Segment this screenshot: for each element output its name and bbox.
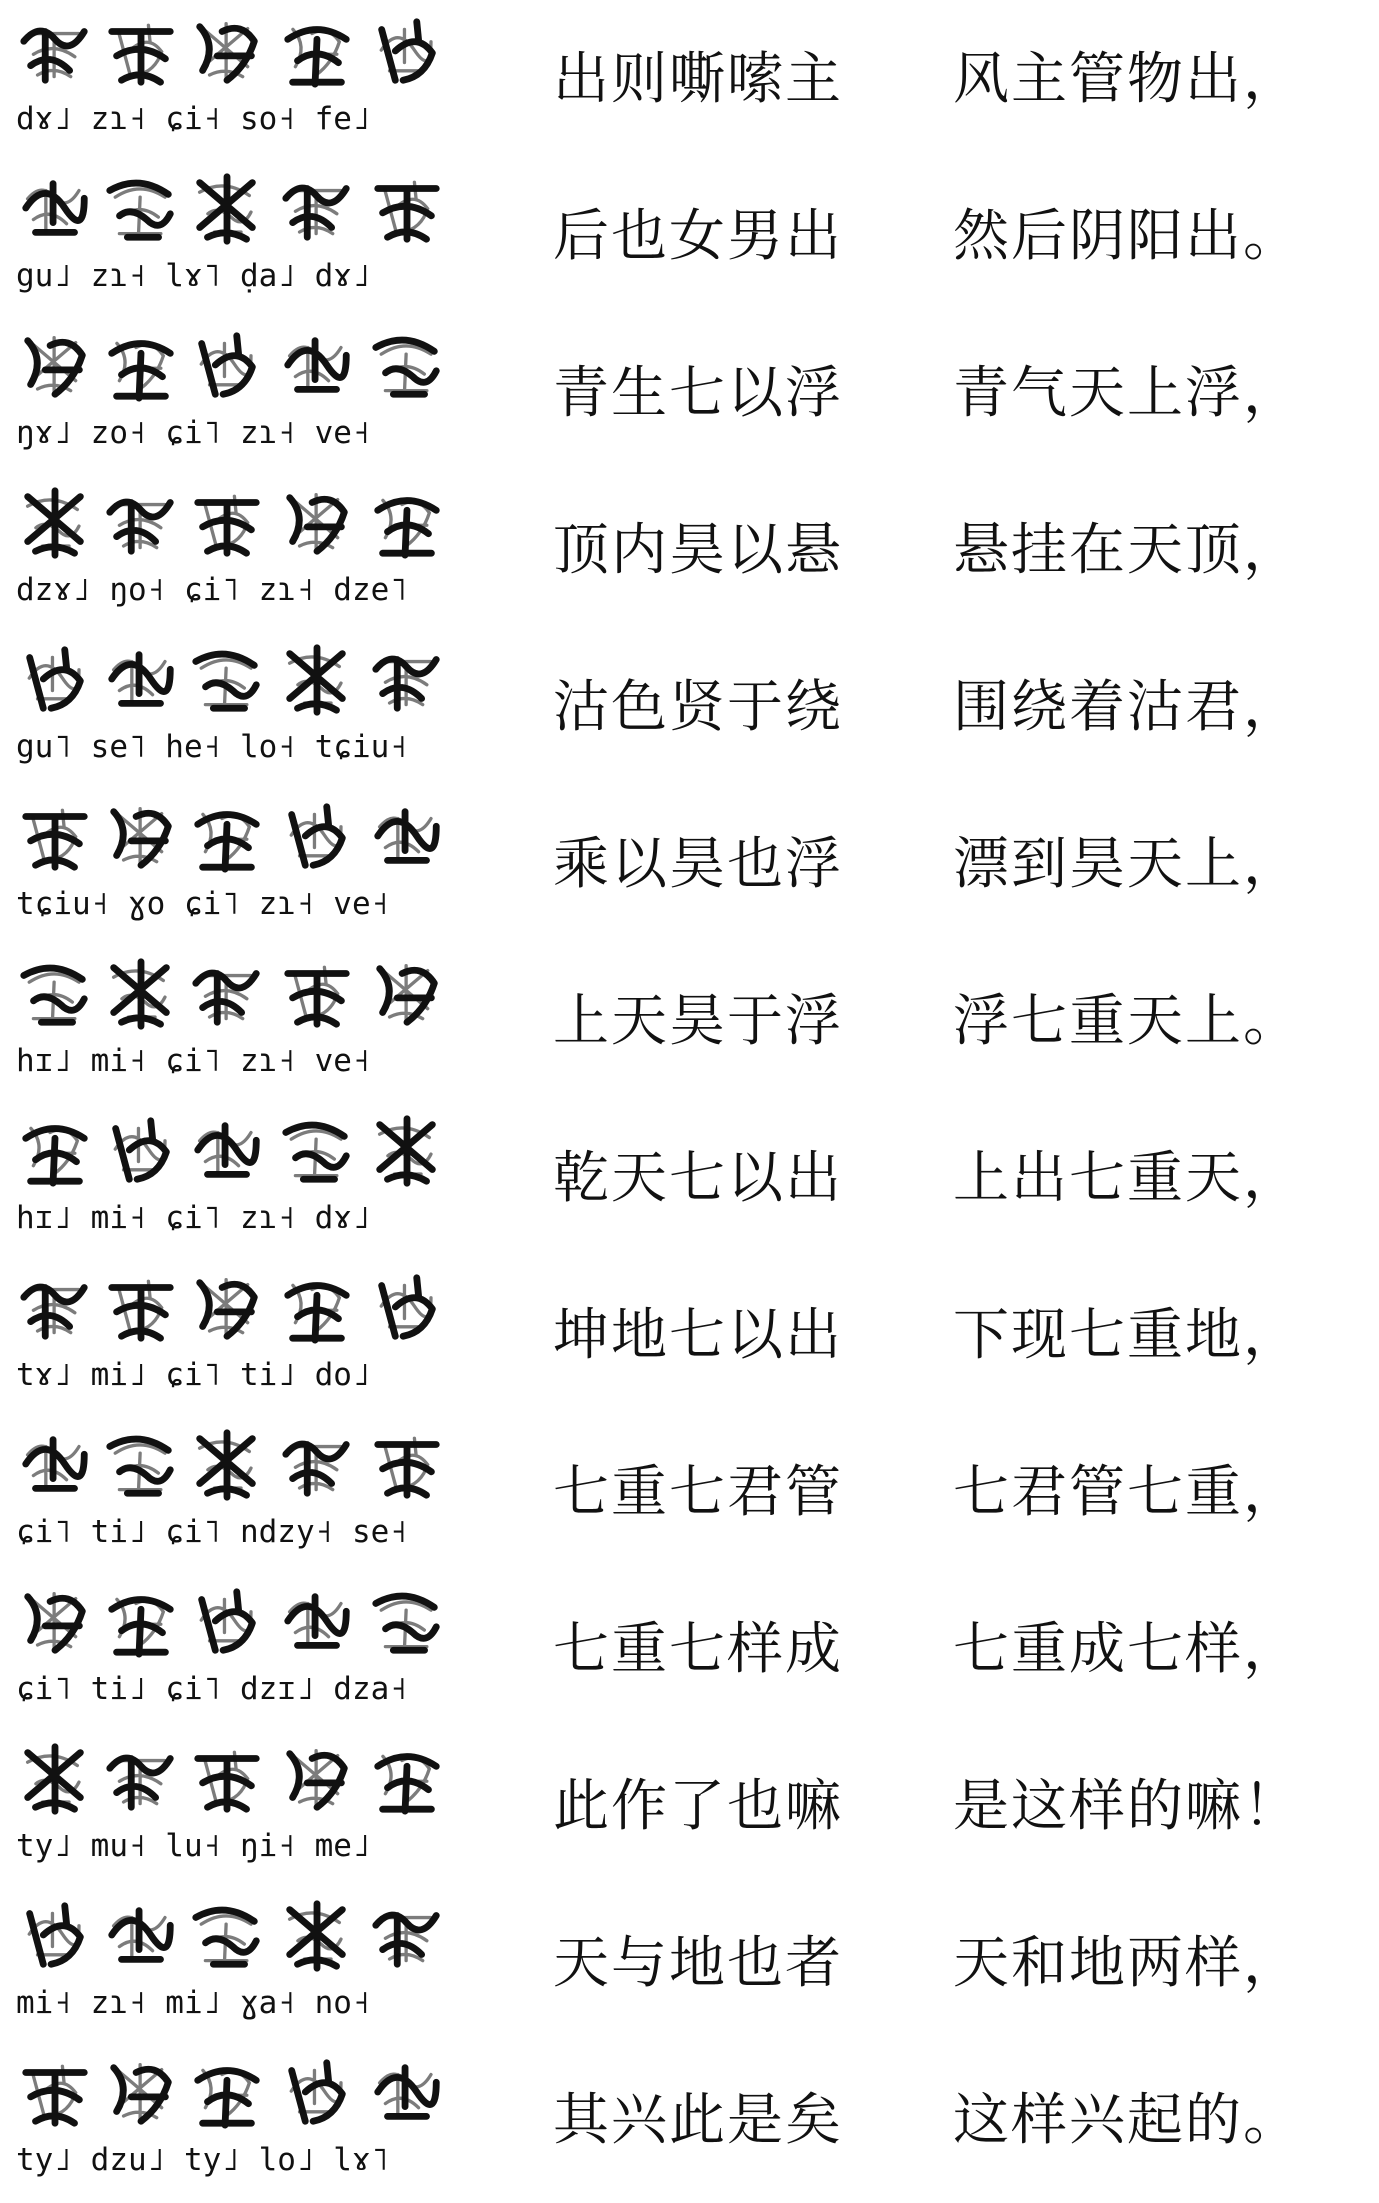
script-glyph-icon [188, 954, 266, 1032]
script-glyphs [16, 1892, 446, 1976]
text-row [0, 785, 1379, 942]
script-line [16, 1421, 446, 1561]
text-row [0, 1884, 1379, 2041]
script-glyph-icon [188, 1582, 266, 1660]
script-glyph-icon [16, 640, 94, 718]
script-glyph-icon [16, 12, 94, 90]
text-row [0, 1099, 1379, 1256]
free-translation: 青气天上浮， [953, 361, 1301, 426]
script-glyph-icon [102, 1582, 180, 1660]
script-glyph-icon [368, 1896, 446, 1974]
literal-gloss: 青生七以浮 [553, 361, 843, 426]
literal-gloss: 此作了也嘛 [553, 1774, 843, 1839]
script-glyph-icon [16, 797, 94, 875]
script-glyph-icon [16, 1582, 94, 1660]
literal-gloss: 天与地也者 [553, 1931, 843, 1996]
text-row [0, 1727, 1379, 1884]
script-line [16, 165, 446, 305]
phonetic-transcription: dɤ˩ zɿ˧ ɕi˧ so˧ fe˩ [16, 101, 371, 137]
script-glyph-icon [368, 483, 446, 561]
text-row [0, 628, 1379, 785]
script-glyph-icon [102, 640, 180, 718]
script-line [16, 1892, 446, 2032]
script-glyphs [16, 322, 446, 406]
literal-gloss: 乾天七以出 [553, 1146, 843, 1211]
free-translation: 上出七重天， [953, 1146, 1301, 1211]
free-translation: 漂到昊天上， [953, 832, 1301, 897]
script-glyph-icon [368, 1739, 446, 1817]
text-row [0, 1256, 1379, 1413]
script-glyph-icon [368, 12, 446, 90]
phonetic-transcription: mi˧ zɿ˧ mi˩ ɣa˧ no˧ [16, 1985, 371, 2021]
script-glyph-icon [188, 12, 266, 90]
phonetic-transcription: hɪ˩ mi˧ ɕi˥ zɿ˧ ve˧ [16, 1043, 371, 1079]
phonetic-transcription: gu˥ se˥ he˧ lo˧ tɕiu˧ [16, 729, 408, 765]
script-glyph-icon [368, 1425, 446, 1503]
script-glyph-icon [278, 12, 356, 90]
script-glyph-icon [16, 954, 94, 1032]
text-row [0, 1570, 1379, 1727]
script-glyphs [16, 636, 446, 720]
script-glyph-icon [278, 797, 356, 875]
script-line [16, 479, 446, 619]
script-glyph-icon [102, 797, 180, 875]
phonetic-transcription: tɤ˩ mi˩ ɕi˥ ti˩ do˩ [16, 1357, 371, 1393]
free-translation: 然后阴阳出。 [953, 204, 1301, 269]
script-glyph-icon [16, 169, 94, 247]
script-glyph-icon [188, 1739, 266, 1817]
script-glyph-icon [102, 1425, 180, 1503]
literal-gloss: 顶内昊以悬 [553, 518, 843, 583]
script-glyph-icon [188, 640, 266, 718]
script-glyph-icon [102, 483, 180, 561]
script-glyph-icon [278, 1425, 356, 1503]
script-line [16, 793, 446, 933]
script-line [16, 1578, 446, 1718]
script-glyph-icon [102, 169, 180, 247]
script-line [16, 8, 446, 148]
script-glyph-icon [368, 797, 446, 875]
free-translation: 浮七重天上。 [953, 989, 1301, 1054]
script-glyph-icon [278, 1582, 356, 1660]
script-glyph-icon [278, 954, 356, 1032]
script-line [16, 2049, 446, 2189]
script-glyph-icon [16, 326, 94, 404]
phonetic-transcription: ŋɤ˩ zo˧ ɕi˥ zɿ˧ ve˧ [16, 415, 371, 451]
script-glyph-icon [102, 1268, 180, 1346]
free-translation: 风主管物出， [953, 47, 1301, 112]
script-glyph-icon [368, 1268, 446, 1346]
script-glyphs [16, 1264, 446, 1348]
script-glyph-icon [188, 1111, 266, 1189]
text-row [0, 157, 1379, 314]
script-line [16, 1107, 446, 1247]
free-translation: 悬挂在天顶， [953, 518, 1301, 583]
script-glyphs [16, 793, 446, 877]
script-glyph-icon [368, 954, 446, 1032]
free-translation: 七重成七样， [953, 1617, 1301, 1682]
script-glyph-icon [102, 12, 180, 90]
script-glyph-icon [102, 1111, 180, 1189]
script-glyph-icon [102, 326, 180, 404]
script-line [16, 636, 446, 776]
text-row [0, 1413, 1379, 1570]
phonetic-transcription: dzɤ˩ ŋo˧ ɕi˥ zɿ˧ dze˥ [16, 572, 408, 608]
script-glyph-icon [188, 1896, 266, 1974]
script-glyphs [16, 479, 446, 563]
script-glyph-icon [368, 640, 446, 718]
script-glyph-icon [368, 2053, 446, 2131]
free-translation: 下现七重地， [953, 1303, 1301, 1368]
script-glyph-icon [16, 1111, 94, 1189]
script-glyph-icon [188, 2053, 266, 2131]
script-glyph-icon [368, 169, 446, 247]
script-glyphs [16, 8, 446, 92]
script-glyphs [16, 1735, 446, 1819]
phonetic-transcription: hɪ˩ mi˧ ɕi˥ zɿ˧ dɤ˩ [16, 1200, 371, 1236]
script-glyph-icon [102, 954, 180, 1032]
literal-gloss: 后也女男出 [553, 204, 843, 269]
script-glyph-icon [16, 1425, 94, 1503]
literal-gloss: 其兴此是矣 [553, 2088, 843, 2153]
script-line [16, 950, 446, 1090]
script-glyph-icon [278, 1268, 356, 1346]
phonetic-transcription: gu˩ zɿ˧ lɤ˥ ḍa˩ dɤ˩ [16, 258, 371, 294]
script-glyph-icon [16, 483, 94, 561]
script-glyph-icon [16, 1268, 94, 1346]
literal-gloss: 七重七样成 [553, 1617, 843, 1682]
text-row [0, 471, 1379, 628]
script-glyph-icon [16, 1896, 94, 1974]
script-glyph-icon [16, 1739, 94, 1817]
literal-gloss: 坤地七以出 [553, 1303, 843, 1368]
script-glyph-icon [102, 1739, 180, 1817]
literal-gloss: 乘以昊也浮 [553, 832, 843, 897]
script-glyphs [16, 1107, 446, 1191]
script-glyph-icon [16, 2053, 94, 2131]
free-translation: 围绕着沽君， [953, 675, 1301, 740]
literal-gloss: 上天昊于浮 [553, 989, 843, 1054]
literal-gloss: 沽色贤于绕 [553, 675, 843, 740]
free-translation: 天和地两样， [953, 1931, 1301, 1996]
script-line [16, 322, 446, 462]
script-glyph-icon [102, 1896, 180, 1974]
text-row [0, 2041, 1379, 2198]
script-glyph-icon [278, 2053, 356, 2131]
literal-gloss: 出则嘶嗦主 [553, 47, 843, 112]
script-line [16, 1264, 446, 1404]
phonetic-transcription: tɕiu˧ ɣo ɕi˥ zɿ˧ ve˧ [16, 886, 390, 922]
script-glyphs [16, 1578, 446, 1662]
script-glyph-icon [278, 1896, 356, 1974]
phonetic-transcription: ty˩ dzu˩ ty˩ lo˩ lɤ˥ [16, 2142, 390, 2178]
text-row [0, 0, 1379, 157]
text-row [0, 314, 1379, 471]
literal-gloss: 七重七君管 [553, 1460, 843, 1525]
script-glyph-icon [278, 483, 356, 561]
phonetic-transcription: ɕi˥ ti˩ ɕi˥ ndzy˧ se˧ [16, 1514, 408, 1550]
script-glyph-icon [188, 483, 266, 561]
script-glyphs [16, 1421, 446, 1505]
text-row [0, 942, 1379, 1099]
script-glyph-icon [102, 2053, 180, 2131]
phonetic-transcription: ɕi˥ ti˩ ɕi˥ dzɪ˩ dza˧ [16, 1671, 408, 1707]
phonetic-transcription: ty˩ mu˧ lu˧ ŋi˧ me˩ [16, 1828, 371, 1864]
free-translation: 是这样的嘛！ [953, 1774, 1301, 1839]
script-glyph-icon [368, 326, 446, 404]
script-glyph-icon [188, 1425, 266, 1503]
script-glyphs [16, 165, 446, 249]
script-glyph-icon [278, 1739, 356, 1817]
script-glyphs [16, 950, 446, 1034]
script-glyph-icon [278, 169, 356, 247]
free-translation: 七君管七重， [953, 1460, 1301, 1525]
free-translation: 这样兴起的。 [953, 2088, 1301, 2153]
script-glyph-icon [188, 326, 266, 404]
script-glyph-icon [188, 169, 266, 247]
script-glyph-icon [188, 797, 266, 875]
script-glyph-icon [278, 1111, 356, 1189]
script-glyph-icon [278, 326, 356, 404]
script-glyph-icon [278, 640, 356, 718]
script-glyph-icon [368, 1582, 446, 1660]
script-glyph-icon [188, 1268, 266, 1346]
script-line [16, 1735, 446, 1875]
script-glyphs [16, 2049, 446, 2133]
script-glyph-icon [368, 1111, 446, 1189]
